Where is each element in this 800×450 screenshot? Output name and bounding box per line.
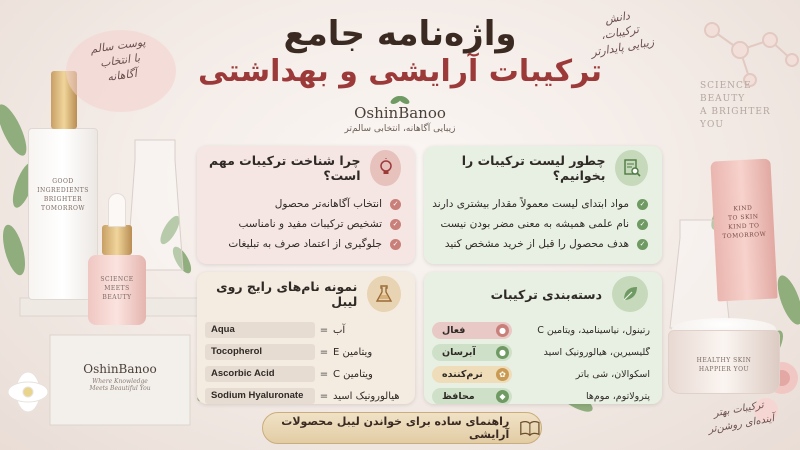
page-subtitle: ترکیبات آرایشی و بهداشتی bbox=[197, 54, 603, 89]
drop-icon: ● bbox=[496, 324, 509, 337]
category-row: ● آبرسان گلیسیرین، هیالورونیک اسید bbox=[432, 342, 656, 362]
card-title: دسته‌بندی ترکیبات bbox=[490, 286, 602, 302]
water-drop-icon: ● bbox=[496, 346, 509, 359]
document-search-icon bbox=[615, 150, 648, 186]
card-title: چطور لیست ترکیبات را بخوانیم؟ bbox=[461, 153, 606, 183]
table-row: Ascorbic Acid = ویتامین C bbox=[205, 364, 407, 384]
category-row: ✿ نرم‌کننده اسکوالان، شی باتر bbox=[432, 364, 656, 384]
jar-label: HEALTHY SKIN HAPPIER YOU bbox=[696, 357, 752, 373]
list-item: ✓ هدف محصول را قبل از خرید مشخص کنید bbox=[424, 234, 662, 254]
box-label bbox=[55, 362, 185, 392]
cream-tube bbox=[710, 159, 777, 302]
box-subtitle: Where Knowledge Meets Beautiful You bbox=[89, 378, 151, 392]
handwriting-bottom-right: ترکیبات بهتر آینده‌ای روشن‌تر bbox=[707, 399, 776, 436]
list-item: ✓ نام علمی همیشه به معنی مضر بودن نیست bbox=[424, 214, 662, 234]
card-title: نمونه نام‌های رایج روی لیبل bbox=[216, 279, 358, 309]
category-pill-emollient: ✿ نرم‌کننده bbox=[432, 366, 512, 383]
footer-text: راهنمای ساده برای خواندن لیبل محصولات آرایشی bbox=[281, 415, 510, 441]
table-row: Sodium Hyaluronate = هیالورونیک اسید bbox=[205, 386, 407, 404]
box-brand: OshinBanoo bbox=[83, 362, 157, 376]
category-pill-active: ● فعال bbox=[432, 322, 512, 339]
brand-tagline: زیبایی آگاهانه، انتخابی سالم‌تر bbox=[344, 124, 456, 134]
lightbulb-icon bbox=[370, 150, 401, 186]
category-row: ◆ محافظ پترولاتوم، موم‌ها bbox=[432, 386, 656, 404]
check-icon: ✓ bbox=[390, 199, 401, 210]
bottle-label: SCIENCE MEETS BEAUTY bbox=[100, 276, 134, 301]
page-title: واژه‌نامه جامع bbox=[283, 14, 517, 54]
check-icon: ✓ bbox=[637, 199, 648, 210]
table-row: Tocopherol = ویتامین E bbox=[205, 342, 407, 362]
tube-label: KIND TO SKIN KIND TO TOMORROW bbox=[722, 204, 767, 241]
leaf-icon bbox=[612, 276, 648, 312]
check-icon: ✓ bbox=[390, 219, 401, 230]
list-item: ✓ انتخاب آگاهانه‌تر محصول bbox=[197, 194, 415, 214]
card-how-to-read bbox=[424, 146, 662, 264]
category-pill-hydrating: ● آبرسان bbox=[432, 344, 512, 361]
cream-jar bbox=[668, 318, 780, 398]
shield-icon: ◆ bbox=[496, 390, 509, 403]
check-icon: ✓ bbox=[637, 239, 648, 250]
check-icon: ✓ bbox=[390, 239, 401, 250]
handwriting-top-right: دانش ترکیبات، زیبایی پایدارتر bbox=[590, 9, 656, 60]
list-item: ✓ تشخیص ترکیبات مفید و نامناسب bbox=[197, 214, 415, 234]
card-title: چرا شناخت ترکیبات مهم است؟ bbox=[209, 153, 361, 183]
list-item: ✓ جلوگیری از اعتماد صرف به تبلیغات bbox=[197, 234, 415, 254]
brand-name: OshinBanoo bbox=[354, 104, 446, 122]
flower-icon bbox=[8, 372, 48, 412]
category-row: ● فعال رتینول، نیاسینامید، ویتامین C bbox=[432, 320, 656, 340]
footer-banner bbox=[262, 412, 542, 444]
card-why-ingredients bbox=[197, 146, 415, 264]
bottle-label: GOOD INGREDIENTS BRIGHTER TOMORROW bbox=[37, 178, 89, 212]
card-common-names bbox=[197, 272, 415, 404]
flower-icon: ✿ bbox=[496, 368, 509, 381]
check-icon: ✓ bbox=[637, 219, 648, 230]
science-text: SCIENCE BEAUTY A BRIGHTER YOU bbox=[700, 81, 771, 130]
table-row: Aqua = آب bbox=[205, 320, 407, 340]
serum-bottle-pink bbox=[88, 255, 146, 325]
card-categories bbox=[424, 272, 662, 404]
beaker-icon bbox=[127, 140, 183, 270]
book-icon bbox=[519, 419, 541, 437]
handwriting-top-left: پوست سالم با انتخاب آگاهانه bbox=[89, 35, 147, 84]
list-item: ✓ مواد ابتدای لیست معمولاً مقدار بیشتری دارند bbox=[424, 194, 662, 214]
flask-icon bbox=[367, 276, 401, 312]
category-pill-protective: ◆ محافظ bbox=[432, 388, 512, 405]
